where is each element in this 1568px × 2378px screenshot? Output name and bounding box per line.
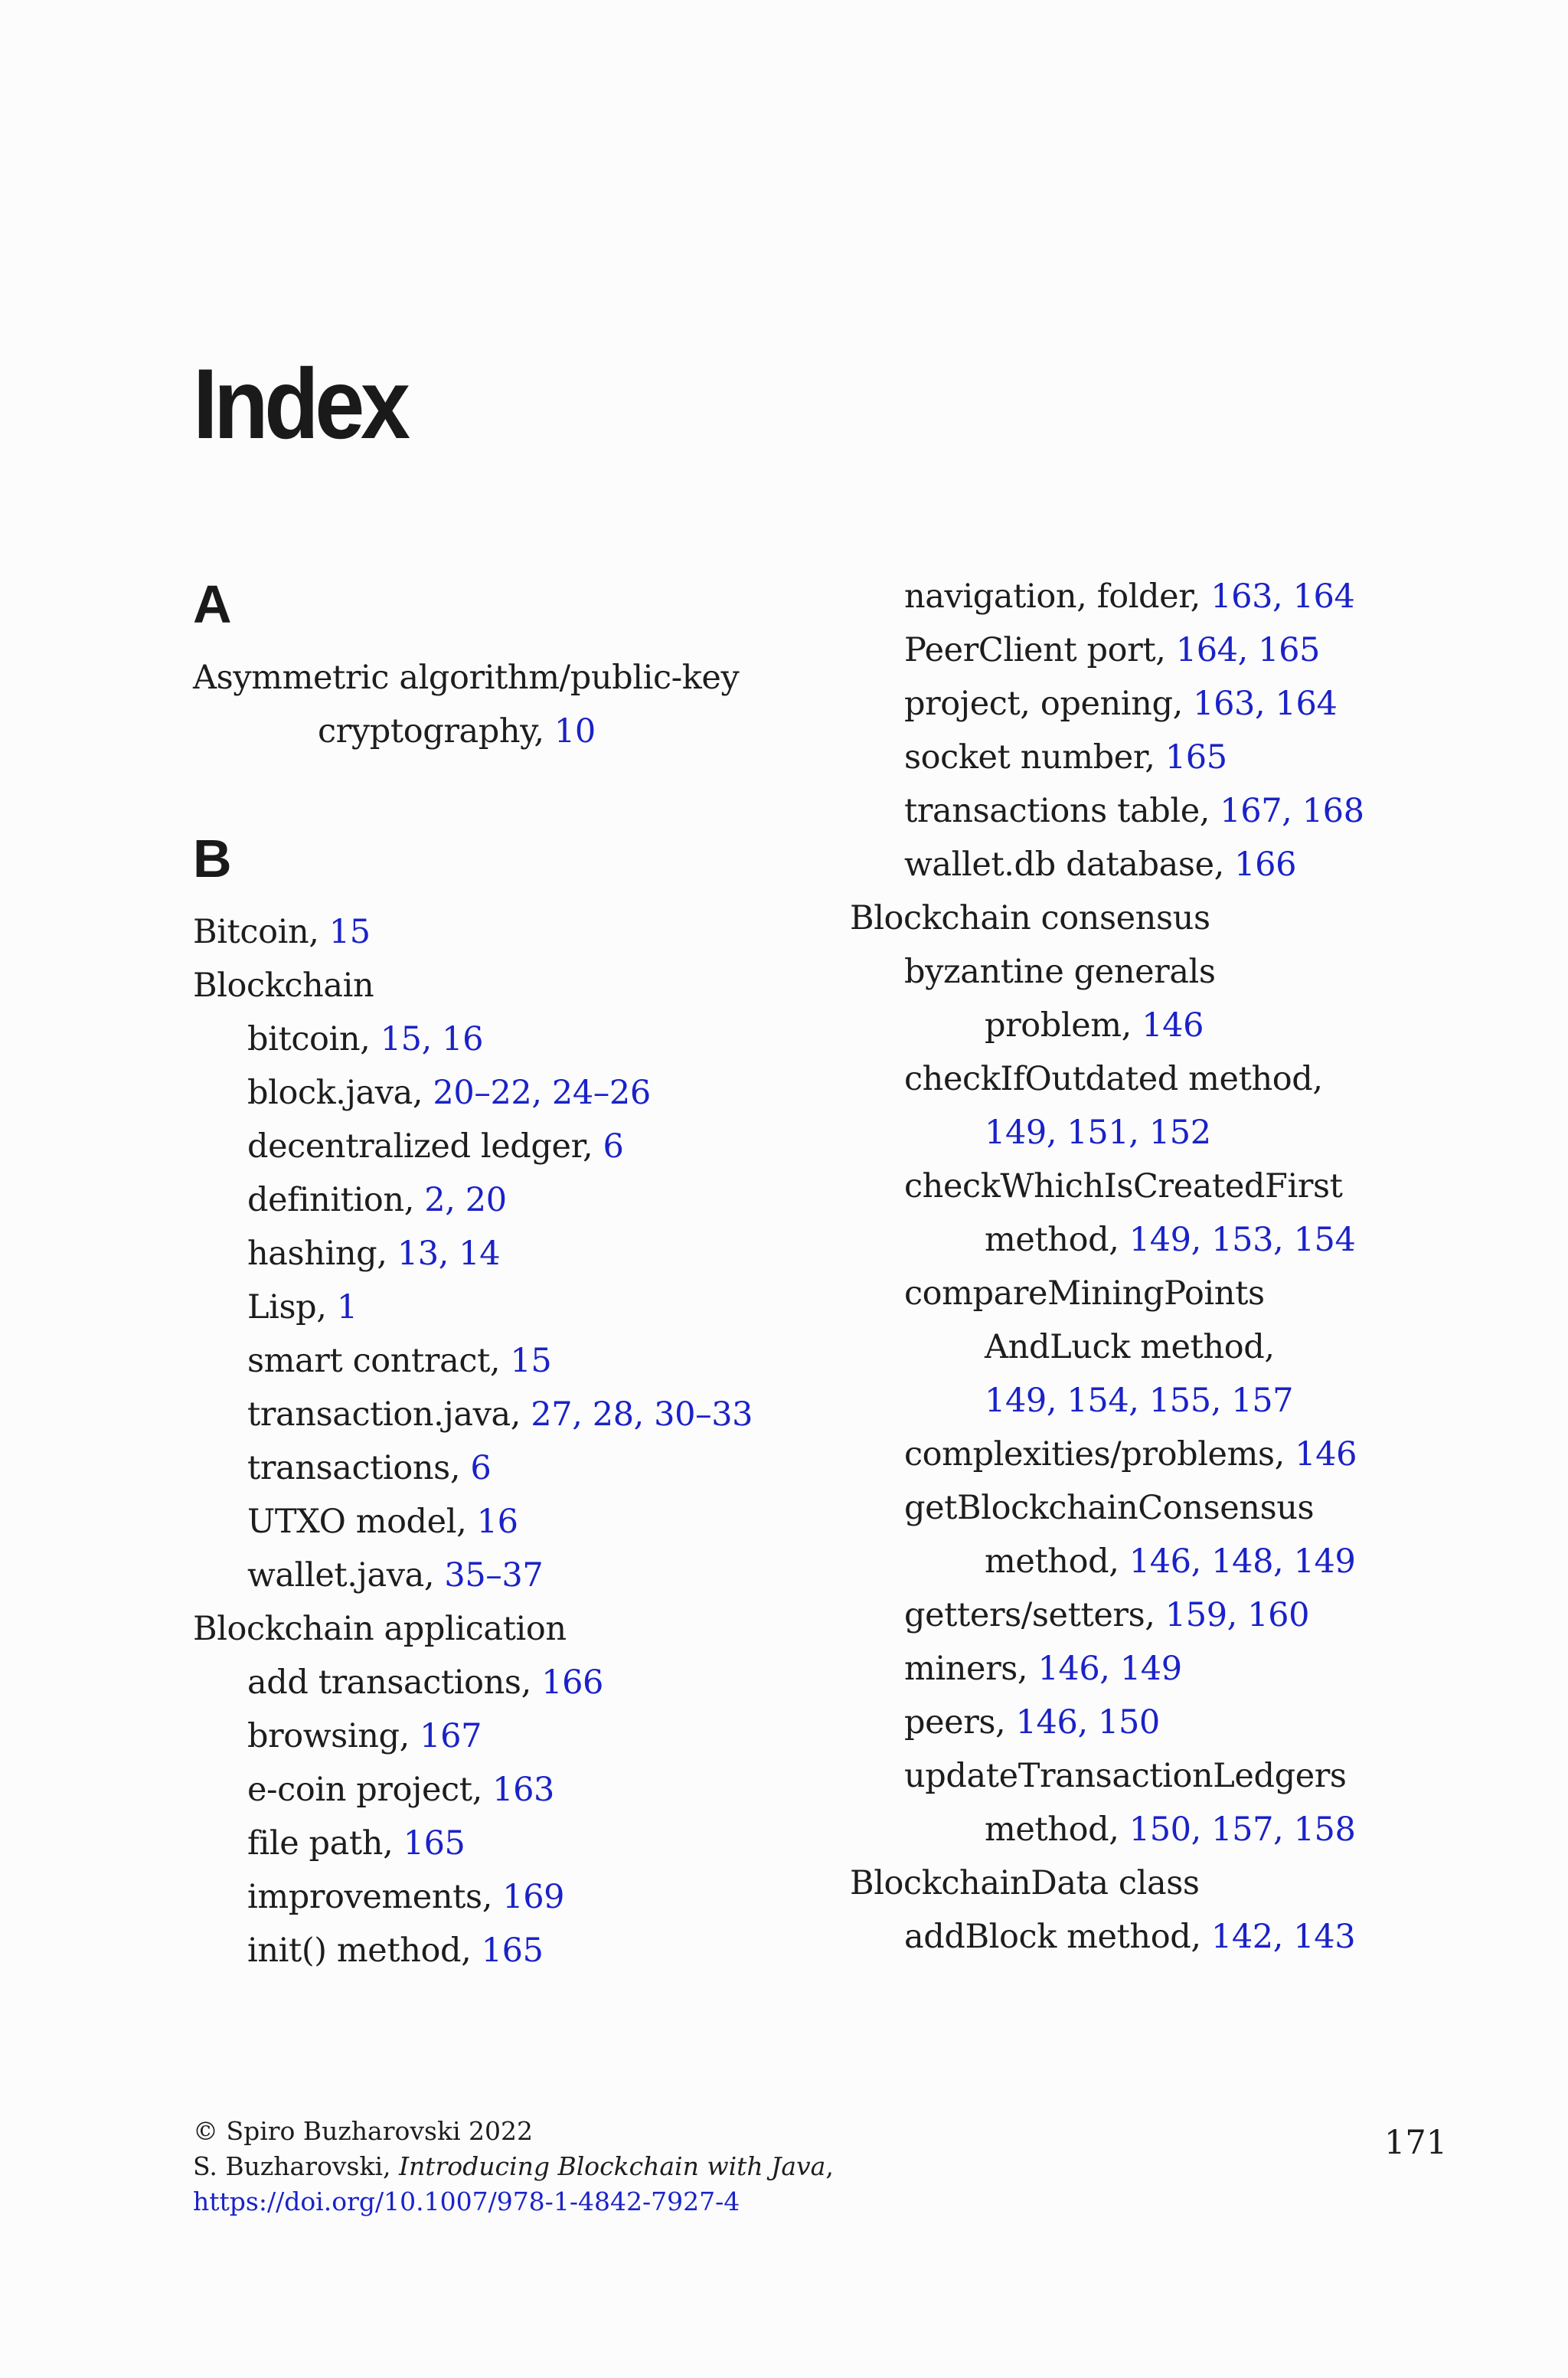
page-link[interactable]: 146, 148, 149 [1129,1542,1356,1581]
index-subentry: definition, 2, 20 [247,1181,507,1219]
index-subentry-continuation: method, 149, 153, 154 [985,1221,1356,1259]
index-subentry: init() method, 165 [247,1932,544,1970]
page-link[interactable]: 167 [420,1717,482,1755]
index-subentry: socket number, 165 [904,738,1227,777]
index-entry: BlockchainData class [850,1864,1200,1902]
doi-line [193,2184,740,2219]
section-letter-a: A [193,574,232,634]
page-link[interactable]: 15 [510,1342,552,1380]
index-subentry: compareMiningPoints [904,1274,1265,1313]
index-subentry: transactions table, 167, 168 [904,792,1364,830]
index-subentry: addBlock method, 142, 143 [904,1918,1356,1956]
page-link[interactable]: 166 [541,1663,604,1702]
page-link[interactable]: 27, 28, 30–33 [531,1395,753,1434]
page-link[interactable]: 16 [476,1503,518,1541]
page-link[interactable]: 165 [481,1932,544,1970]
index-subentry: file path, 165 [247,1824,466,1863]
page-link[interactable]: 167, 168 [1220,792,1364,830]
index-subentry: decentralized ledger, 6 [247,1127,624,1166]
index-subentry: navigation, folder, 163, 164 [904,577,1355,616]
index-entry: Blockchain application [193,1610,567,1648]
index-subentry-continuation: problem, 146 [985,1006,1204,1045]
page-link[interactable]: 15 [328,913,371,951]
index-subentry: PeerClient port, 164, 165 [904,631,1321,669]
copyright-notice: © Spiro Buzharovski 2022 [193,2116,533,2146]
page-link[interactable]: 149, 151, 152 [985,1114,1211,1152]
index-subentry: transaction.java, 27, 28, 30–33 [247,1395,753,1434]
index-entry: cryptography, 10 [318,712,596,751]
page-link[interactable]: 6 [470,1449,492,1487]
page-link[interactable]: 163 [492,1771,554,1809]
page-link[interactable]: 159, 160 [1165,1596,1310,1634]
page-link[interactable]: 165 [403,1824,466,1863]
index-subentry: Lisp, 1 [247,1288,358,1326]
index-subentry-continuation: method, 146, 148, 149 [985,1542,1356,1581]
page-link[interactable]: 13, 14 [397,1235,501,1273]
page-link[interactable]: 15, 16 [380,1020,484,1058]
page-link[interactable]: 166 [1234,846,1297,884]
index-subentry: getters/setters, 159, 160 [904,1596,1310,1634]
index-subentry: complexities/problems, 146 [904,1435,1357,1474]
citation: S. Buzharovski, Introducing Blockchain with Java, [193,2151,834,2181]
index-subentry: bitcoin, 15, 16 [247,1020,484,1058]
page-link[interactable]: 164, 165 [1175,631,1321,669]
page-link[interactable]: 142, 143 [1210,1918,1356,1956]
index-subentry: hashing, 13, 14 [247,1235,501,1273]
index-subentry-continuation [985,1106,1211,1160]
index-subentry-continuation [985,1374,1293,1428]
page-link[interactable]: 150, 157, 158 [1129,1810,1356,1849]
index-subentry: e-coin project, 163 [247,1771,554,1809]
index-subentry: add transactions, 166 [247,1663,604,1702]
page-number: 171 [1384,2124,1448,2162]
index-entry: Blockchain [193,967,374,1005]
index-subentry-continuation: method, 150, 157, 158 [985,1810,1356,1849]
index-subentry: UTXO model, 16 [247,1503,518,1541]
book-title: Introducing Blockchain with Java [398,2151,826,2181]
page-title: Index [193,348,407,460]
index-entry: Bitcoin, 15 [193,913,371,951]
page-link[interactable]: 165 [1165,738,1227,777]
index-subentry: wallet.db database, 166 [904,846,1297,884]
page-link[interactable]: 163, 164 [1193,685,1338,723]
index-subentry: checkIfOutdated method, [904,1060,1323,1098]
page-link[interactable]: 146 [1142,1006,1204,1045]
index-subentry: block.java, 20–22, 24–26 [247,1074,651,1112]
page-link[interactable]: 10 [554,712,596,751]
page-link[interactable]: 35–37 [444,1556,544,1595]
index-subentry: byzantine generals [904,953,1216,991]
index-subentry-continuation: AndLuck method, [985,1328,1275,1366]
page-link[interactable]: 146 [1295,1435,1357,1474]
page-link[interactable]: 1 [336,1288,358,1326]
page-link[interactable]: 2, 20 [424,1181,507,1219]
index-subentry: wallet.java, 35–37 [247,1556,544,1595]
index-entry: Asymmetric algorithm/public-key [193,659,740,697]
index-subentry: smart contract, 15 [247,1342,552,1380]
index-subentry: miners, 146, 149 [904,1650,1182,1688]
index-subentry: getBlockchainConsensus [904,1489,1315,1527]
doi-link[interactable]: https://doi.org/10.1007/978-1-4842-7927-4 [193,2187,740,2216]
page-link[interactable]: 149, 153, 154 [1129,1221,1356,1259]
index-entry: Blockchain consensus [850,899,1210,937]
page-link[interactable]: 146, 149 [1037,1650,1182,1688]
index-subentry: checkWhichIsCreatedFirst [904,1167,1343,1205]
index-subentry: peers, 146, 150 [904,1703,1160,1742]
section-letter-b: B [193,829,232,888]
index-subentry: improvements, 169 [247,1878,565,1916]
page-link[interactable]: 146, 150 [1015,1703,1160,1742]
index-subentry: browsing, 167 [247,1717,482,1755]
page-link[interactable]: 149, 154, 155, 157 [985,1382,1294,1420]
page-link[interactable]: 169 [502,1878,565,1916]
page-link[interactable]: 6 [603,1127,624,1166]
page-link[interactable]: 163, 164 [1210,577,1355,616]
page-link[interactable]: 20–22, 24–26 [433,1074,651,1112]
index-subentry: project, opening, 163, 164 [904,685,1338,723]
index-subentry: updateTransactionLedgers [904,1757,1347,1795]
index-subentry: transactions, 6 [247,1449,492,1487]
